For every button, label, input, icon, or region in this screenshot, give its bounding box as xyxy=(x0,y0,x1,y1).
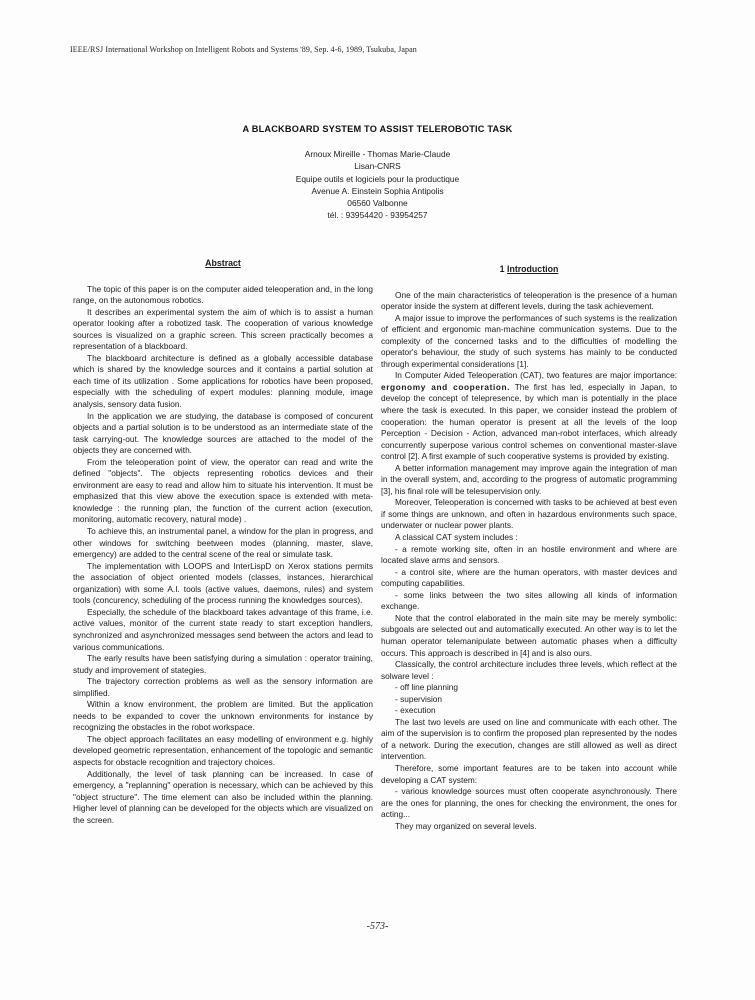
intro-paragraph: In Computer Aided Teleoperation (CAT), two features are major importance: ergonomy and cooperation. The first has led, especially in Japan, to develop the concept of telepresence, by which man is potentially in the place where the task is executed. In this paper, we consider instead the problem of cooperation: the human operator is present at all the levels of the loop Perception - Decision - Action, advanced man-robot interfaces, which already concurrently superpose various control schemes on conventional master-slave control [2]. A first example of such cooperative systems is provided by existing. xyxy=(381,370,677,462)
abstract-heading: Abstract xyxy=(205,258,241,268)
intro-paragraph: A major issue to improve the performances of such systems is the realization of efficient and ergonomic man-machine communication systems. Due to the complexity of the concerned tasks and to the difficulties of modelling the operator's behaviour, the study of such systems has mainly to be conducted through experimental considerations [1]. xyxy=(381,312,677,369)
abstract-paragraph: The implementation with LOOPS and InterLispD on Xerox stations permits the association of object oriented models (classes, instances, hierarchical organization) with some A.I. tools (active values, daemons, rules) and system tools (concurency, scheduling of the process running the knowledges sources). xyxy=(73,560,373,606)
intro-paragraph: A classical CAT system includes : xyxy=(395,532,518,543)
level-list-item: - off line planning xyxy=(395,682,459,693)
introduction-heading xyxy=(381,264,677,276)
cat-list-item: - some links between the two sites allowing all kinds of information exchange. xyxy=(381,589,677,612)
intro-paragraph: Moreover, Teleoperation is concerned with tasks to be achieved at best even if some things are unknown, and often in hazardous environments such space, underwater or nuclear power plants. xyxy=(381,497,677,531)
author-phone: tél. : 93954420 - 93954257 xyxy=(327,210,428,221)
abstract-paragraph: Especially, the schedule of the blackboard takes advantage of this frame, i.e. active values, monitor of the current state ready to start exception handlers, synchronized and asynchronized messages send between the actors and lead to various communications. xyxy=(73,606,373,652)
author-address: Avenue A. Einstein Sophia Antipolis xyxy=(311,185,444,196)
intro-paragraph: A better information management may improve again the integration of man in the overall system, and, according to the progress of automatic programming [3], his final role will be telesupervision only. xyxy=(381,462,677,496)
author-block xyxy=(0,148,755,222)
intro-paragraph: The last two levels are used on line and communicate with each other. The aim of the supervision is to confirm the proposed plan represented by the nodes of a network. During the execution, changes are still allowed as well as direct intervention. xyxy=(381,716,677,762)
level-list-item: - execution xyxy=(395,705,436,716)
intro-paragraph: Therefore, some important features are to be taken into account while developing a CAT system: xyxy=(381,762,677,785)
abstract-paragraph: The object approach facilitates an easy modelling of environment e.g. highly developed geometric representation, enhancement of the topologic and semantic aspects for obstacle recognition and trajectory choices. xyxy=(73,733,373,767)
section-number: 1 xyxy=(499,264,505,274)
abstract-paragraph: Within a know environment, the problem are limited. But the application needs to be expanded to cover the unknown environments for instance by recognizing the obstacles in the robot workspace. xyxy=(73,699,373,733)
author-city: 06560 Valbonne xyxy=(347,198,408,209)
cat-list-item: - a remote working site, often in an hostile environment and where are located slave arms and sensors. xyxy=(381,543,677,566)
running-header: IEEE/RSJ International Workshop on Intelligent Robots and Systems '89, Sep. 4-6, 1989, Tsukuba, Japan xyxy=(70,45,417,54)
introduction-column xyxy=(381,264,677,832)
intro-paragraph: - various knowledge sources must often cooperate asynchronously. There are the ones for planning, the ones for checking the environment, the ones for acting... xyxy=(381,786,677,820)
intro-paragraph: They may organized on several levels. xyxy=(395,820,537,831)
abstract-paragraph: To achieve this, an instrumental panel, a window for the plan in progress, and other windows for switching beetween modes (planning, master, slave, emergency) are added to the central scene of the real or simulate task. xyxy=(73,526,373,560)
abstract-paragraph: In the application we are studying, the database is composed of concurent objects and a partial solution is to be understood as an intermediate state of the task carrying-out. The knowledge sources are attached to the model of the objects they are concerned with. xyxy=(73,410,373,456)
abstract-column xyxy=(73,258,373,826)
emphasis-text: ergonomy and cooperation. xyxy=(381,381,511,392)
author-names: Arnoux Mireille - Thomas Marie-Claude xyxy=(304,149,451,159)
intro-paragraph: Classically, the control architecture includes three levels, which reflect at the solware level : xyxy=(381,659,677,681)
section-title: Introduction xyxy=(507,264,559,274)
intro-paragraph: Note that the control elaborated in the main site may be merely symbolic: subgoals are selected out and automatically executed. An other way is to let the human operator telemanipulate between automatic phases when a difficulty occurs. This approach is described in [4] and is also ours. xyxy=(381,612,677,658)
abstract-paragraph: The blackboard architecture is defined as a globally accessible database which is shared by the knowledge sources and it contains a partial solution at each time of its utilization . Some applications for robotics have been proposed, especially with the scheduling of expert modules: planning module, image analysis, sensory data fusion. xyxy=(73,352,373,410)
author-lab: Lisan-CNRS xyxy=(354,161,401,172)
author-team: Equipe outils et logiciels pour la productique xyxy=(295,173,460,184)
abstract-paragraph: The trajectory correction problems as well as the sensory information are simplified. xyxy=(73,676,373,698)
abstract-paragraph: The topic of this paper is on the computer aided teleoperation and, in the long range, on the autonomous robotics. xyxy=(73,283,373,306)
abstract-paragraph: From the teleoperation point of view, the operator can read and write the defined "objects". The objects representing robotics devices and their environment are easy to read and allow him to situate his intervention. It must be emphasized that this view above the execution space is extended with meta-knowledge : the running plan, the function of the current action (execution, monitoring, automatic recovery, natural mode) . xyxy=(73,456,373,525)
intro-paragraph: One of the main characteristics of teleoperation is the presence of a human operator inside the system at different levels, during the task achievement. xyxy=(381,289,677,312)
abstract-paragraph: It describes an experimental system the aim of which is to assist a human operator looking after a robotized task. The cooperation of various knowledge sources is visualized on a graphic screen. This screen practically becomes a representation of a blackboard. xyxy=(73,306,373,352)
page-number: -573- xyxy=(366,921,389,932)
abstract-paragraph: Additionally, the level of task planning can be increased. In case of emergency, a "replanning" operation is necessary, which can be achieved by this "object structure". The time element can also be included within the planning. Higher level of planning can be developed for the objects which are visualized on the screen. xyxy=(73,768,373,825)
level-list-item: - supervision xyxy=(395,693,443,704)
abstract-paragraph: The early results have been satisfying during a simulation : operator training, study and improvement of stategies. xyxy=(73,653,373,675)
cat-list-item: - a control site, where are the human operators, with master devices and computing capabilities. xyxy=(381,566,677,589)
paper-title: A BLACKBOARD SYSTEM TO ASSIST TELEROBOTIC TASK xyxy=(242,124,513,134)
